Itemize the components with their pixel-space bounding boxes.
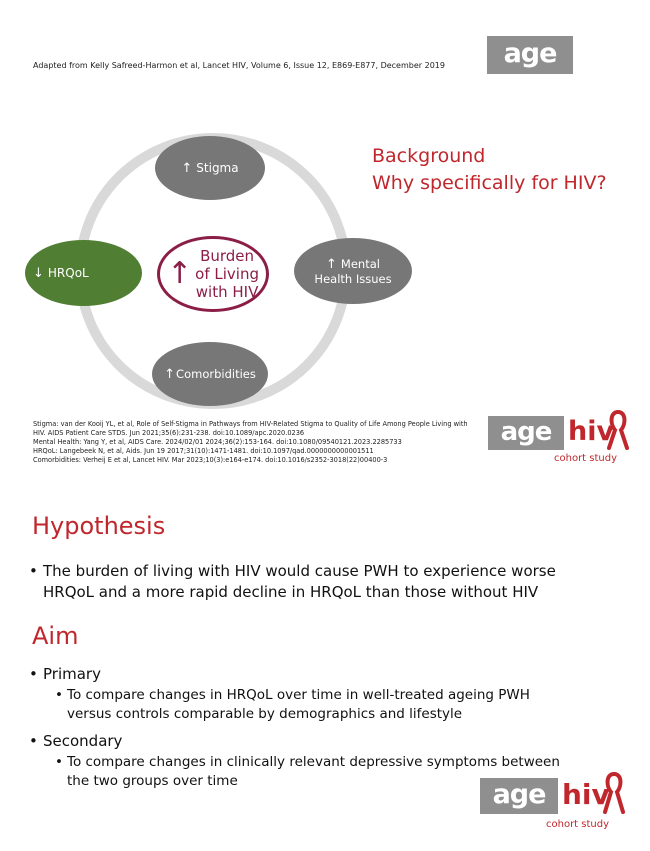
bullet-dot-icon: • bbox=[29, 665, 38, 683]
logo-age-box bbox=[480, 778, 558, 814]
aim-secondary-bullet bbox=[29, 731, 123, 752]
burden-diagram bbox=[20, 128, 420, 418]
hypothesis-heading: Hypothesis bbox=[32, 512, 166, 540]
header-citation: Adapted from Kelly Safreed-Harmon et al, Lancet HIV, Volume 6, Issue 12, E869-E877, December 2019 bbox=[33, 61, 445, 70]
logo-age-text: age bbox=[500, 417, 552, 447]
up-arrow-icon: ↑ bbox=[326, 256, 337, 272]
aim-primary-line1: To compare changes in HRQoL over time in well-treated ageing PWH bbox=[67, 687, 530, 703]
bullet-dot-icon: • bbox=[55, 687, 63, 703]
center-line2: of Living bbox=[195, 265, 259, 283]
bullet-dot-icon: • bbox=[29, 562, 38, 580]
logo-age-box bbox=[488, 416, 564, 450]
hrqol-label: HRQoL bbox=[47, 266, 89, 280]
header-logo-text: age bbox=[503, 38, 557, 69]
mental-health-node bbox=[294, 238, 412, 304]
red-ribbon-icon bbox=[602, 770, 626, 814]
up-arrow-icon: ↑ bbox=[181, 160, 193, 176]
aim-secondary-label: Secondary bbox=[43, 732, 123, 750]
aim-heading: Aim bbox=[32, 622, 79, 650]
agehiv-logo-bottom bbox=[480, 770, 635, 836]
down-arrow-icon: ↓ bbox=[33, 265, 44, 281]
logo-hiv-text: hiv bbox=[562, 778, 610, 811]
center-line3: with HIV bbox=[195, 283, 259, 301]
up-arrow-icon: ↑ bbox=[167, 256, 193, 291]
aim-secondary-line1: To compare changes in clinically relevant depressive symptoms between bbox=[67, 754, 560, 770]
background-heading-line2: Why specifically for HIV? bbox=[372, 172, 607, 194]
stigma-node bbox=[155, 136, 265, 200]
aim-primary-bullet bbox=[29, 664, 101, 685]
comorbidities-label: Comorbidities bbox=[176, 367, 256, 381]
aim-primary-label: Primary bbox=[43, 665, 101, 683]
hypothesis-bullet bbox=[29, 561, 556, 603]
logo-tagline: cohort study bbox=[546, 819, 610, 830]
bullet-dot-icon: • bbox=[29, 732, 38, 750]
mental-label-line1: Mental bbox=[340, 256, 380, 271]
logo-hiv-text: hiv bbox=[568, 416, 615, 447]
center-line1: Burden bbox=[200, 247, 255, 265]
bullet-dot-icon: • bbox=[55, 754, 63, 770]
burden-center-circle bbox=[157, 236, 269, 312]
reference-item: HRQoL: Langebeek N, et al, Aids. Jun 19 2017;31(10):1471-1481. doi:10.1097/qad.0000000000001511 bbox=[33, 446, 374, 455]
stigma-label: Stigma bbox=[196, 161, 239, 175]
hrqol-node bbox=[25, 240, 142, 306]
up-arrow-icon: ↑ bbox=[164, 366, 176, 382]
comorbidities-node bbox=[152, 342, 268, 406]
hypothesis-line2: HRQoL and a more rapid decline in HRQoL than those without HIV bbox=[43, 583, 539, 601]
mental-label-line2: Health Issues bbox=[314, 271, 392, 286]
background-heading bbox=[372, 143, 607, 197]
logo-tagline: cohort study bbox=[554, 453, 618, 464]
logo-age-text: age bbox=[492, 779, 546, 810]
references bbox=[33, 420, 478, 465]
reference-item: Stigma: van der Kooij YL, et al, Role of Self-Stigma in Pathways from HIV-Related Stigma to Quality of Life Among People Living with HIV. AIDS Patient Care STDS. Jun 2021;35(6):231-238. doi:10.1089/apc.2020.0236 bbox=[33, 420, 468, 437]
hypothesis-line1: The burden of living with HIV would cause PWH to experience worse bbox=[43, 562, 556, 580]
reference-item: Mental Health: Yang Y, et al, AIDS Care. 2024/02/01 2024;36(2):153-164. doi:10.1080/09540121.2023.2285733 bbox=[33, 437, 402, 446]
agehiv-logo bbox=[488, 408, 638, 470]
aim-primary-line2: versus controls comparable by demographics and lifestyle bbox=[67, 706, 463, 722]
header-logo bbox=[487, 36, 573, 74]
background-heading-line1: Background bbox=[372, 145, 486, 167]
aim-primary-sub-bullet bbox=[55, 686, 530, 724]
red-ribbon-icon bbox=[606, 408, 630, 450]
reference-item: Comorbidities: Verheij E et al, Lancet HIV. Mar 2023;10(3):e164-e174. doi:10.1016/s2352-3018(22)00400-3 bbox=[33, 455, 388, 464]
aim-secondary-line2: the two groups over time bbox=[67, 773, 238, 789]
